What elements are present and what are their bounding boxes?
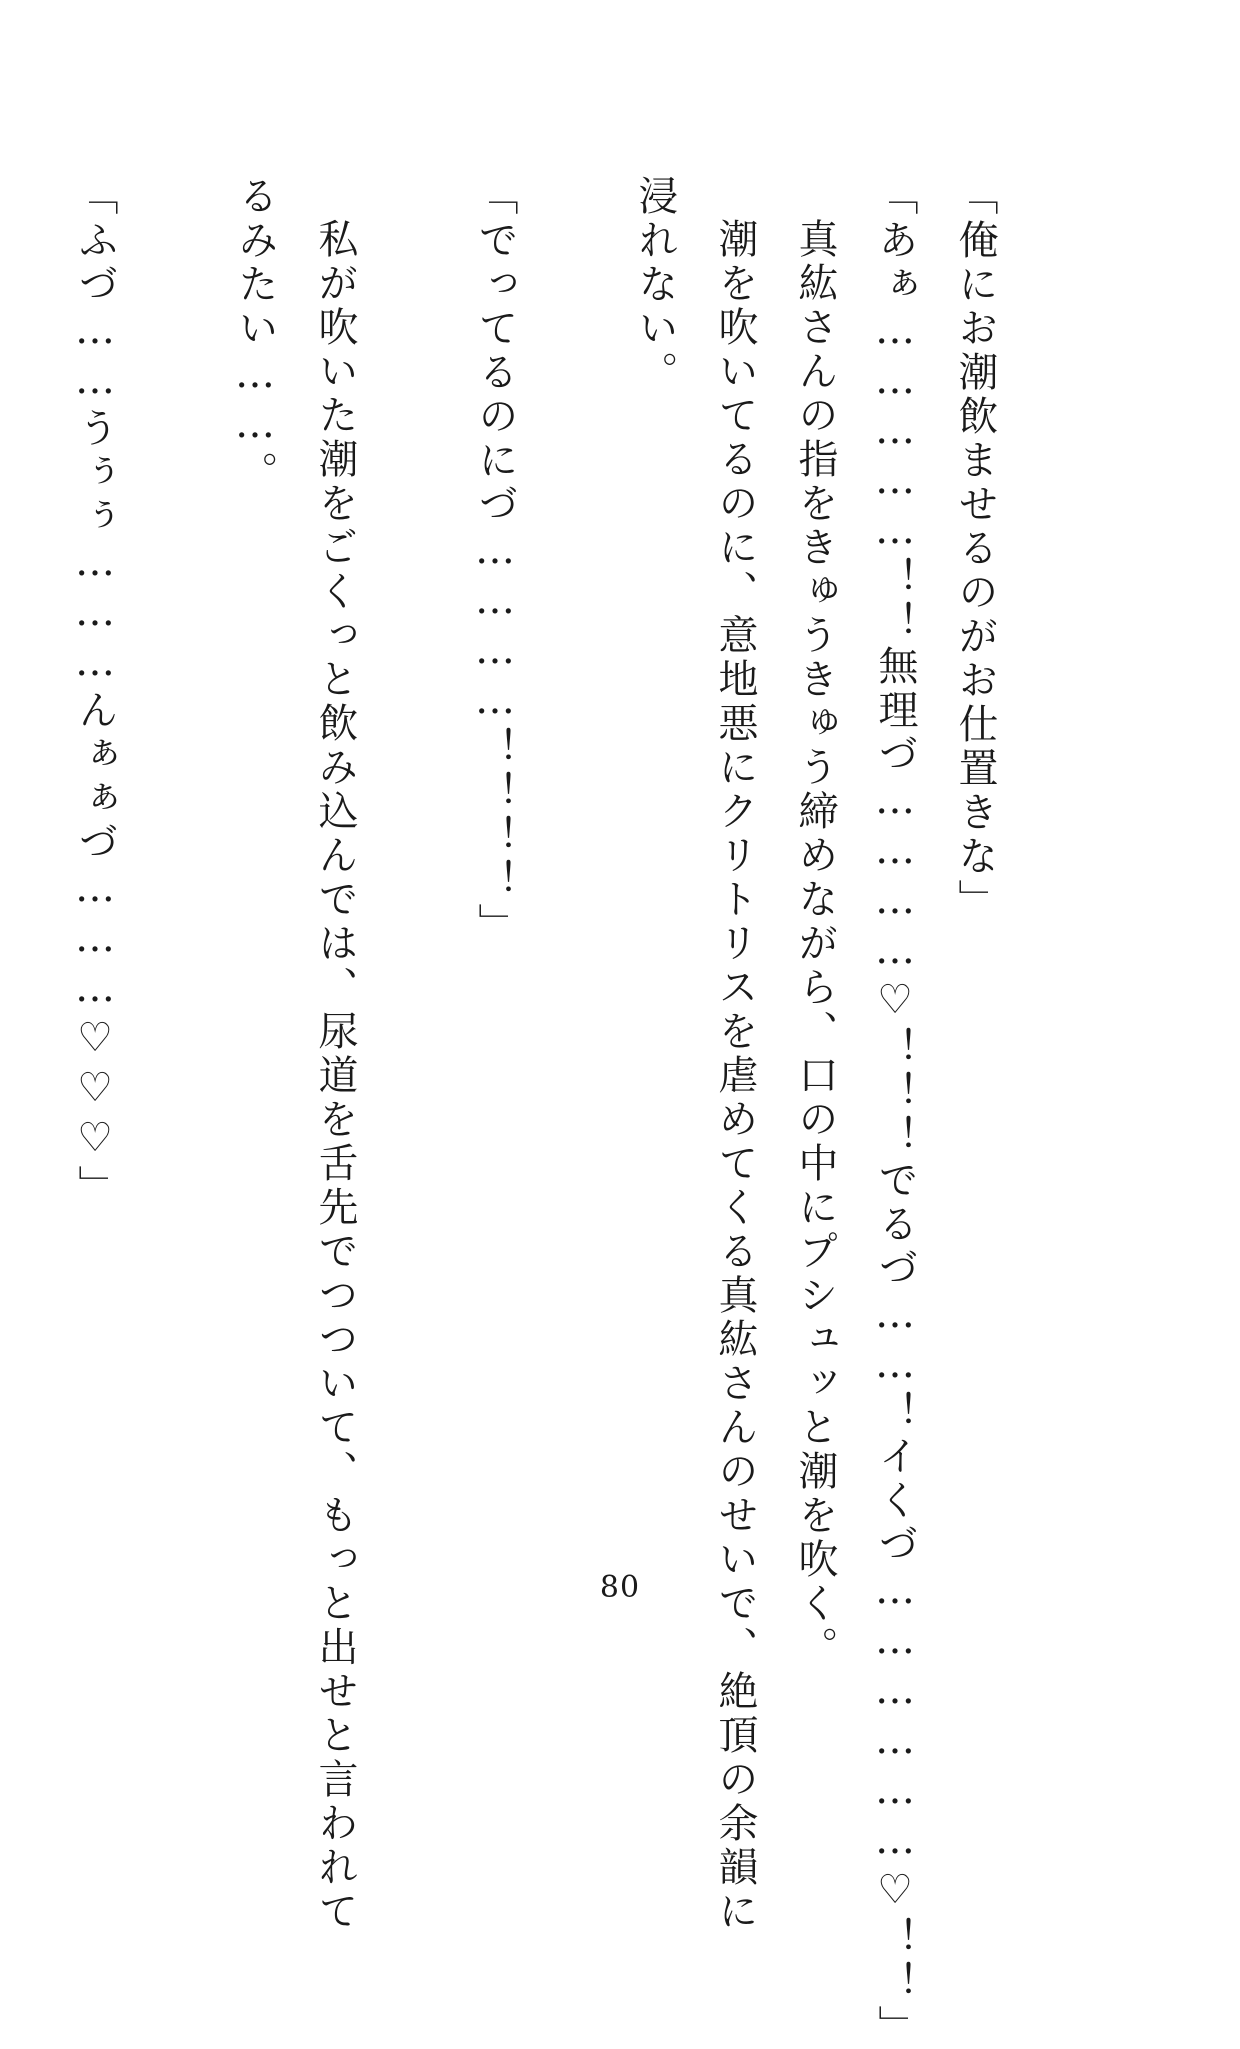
narration-line: 浸れない。 (632, 175, 678, 395)
dialogue-line: 「でってるのにづ…………！！！！」 (472, 175, 518, 947)
line-spacer (375, 175, 455, 1475)
dialogue-line: 「俺にお潮飲ませるのがお仕置きな」 (952, 175, 998, 923)
narration-line: 真紘さんの指をきゅうきゅう締めながら、口の中にプシュッと潮を吹く。 (792, 218, 838, 1670)
narration-line: 潮を吹いてるのに、意地悪にクリトリスを虐めてくる真紘さんのせいで、絶頂の余韻に (712, 218, 758, 1934)
narration-line: 私が吹いた潮をごくっと飲み込んでは、尿道を舌先でつついて、もっと出せと言われて (312, 218, 358, 1934)
line-spacer (535, 175, 615, 1475)
line-spacer (0, 175, 55, 1475)
narration-line: るみたい……。 (232, 175, 278, 495)
page-number: 80 (599, 1570, 641, 1605)
dialogue-line: 「ふづ……うぅぅ………んぁぁづ………♡♡♡」 (72, 175, 118, 1209)
dialogue-line: 「あぁ……………！！無理づ…………♡！！！でるづ……！イくづ………………♡！！」 (872, 175, 918, 2049)
line-spacer (135, 175, 215, 1475)
